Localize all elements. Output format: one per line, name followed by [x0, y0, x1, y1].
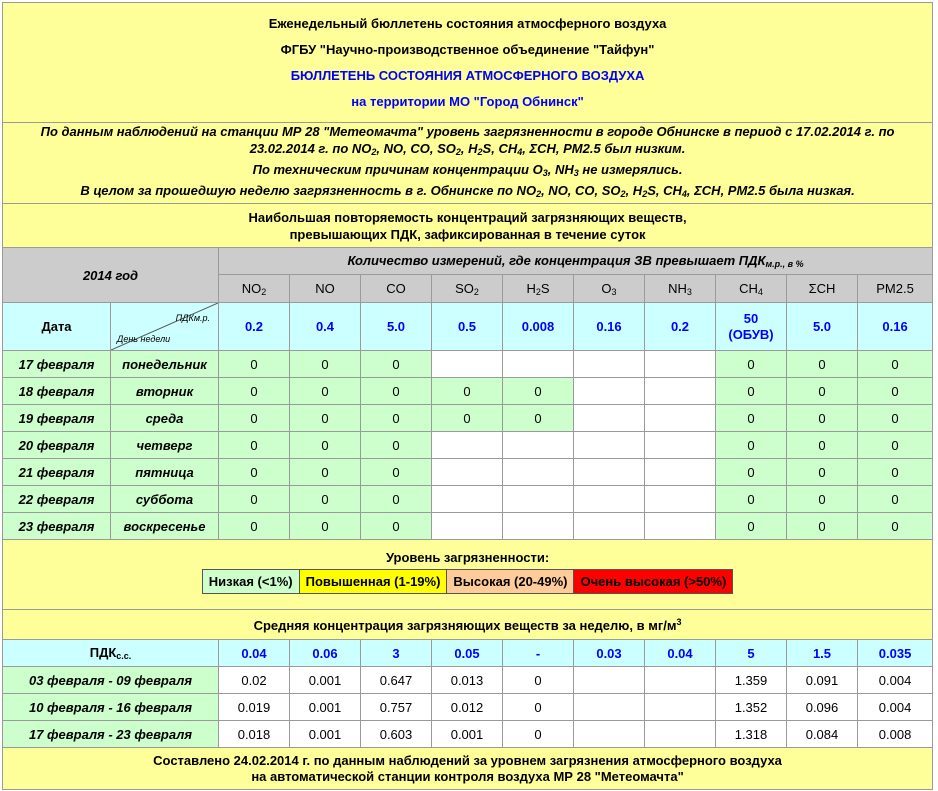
legend-low: Низкая (<1%): [202, 569, 299, 593]
weekly-value-cell: 0.008: [858, 721, 933, 748]
header-line-4: на территории МО "Город Обнинск": [351, 93, 584, 109]
pdk-mr-value: 0.5: [432, 303, 503, 351]
daily-value-cell: 0: [290, 351, 361, 378]
daily-value-cell: 0: [858, 378, 933, 405]
daily-value-cell: 0: [716, 459, 787, 486]
pdk-mr-value: 0.2: [645, 303, 716, 351]
legend-table: [202, 569, 734, 594]
daily-value-cell: 0: [787, 405, 858, 432]
bulletin-header: [3, 3, 933, 123]
daily-value-cell: 0: [361, 405, 432, 432]
legend-block: [3, 540, 933, 610]
weekly-value-cell: 0.018: [219, 721, 290, 748]
week-period: 17 февраля - 23 февраля: [3, 721, 219, 748]
weekly-value-cell: 0.757: [361, 694, 432, 721]
daily-value-cell: 0: [787, 513, 858, 540]
legend-very-high: Очень высокая (>50%): [574, 569, 733, 593]
table-row: [3, 694, 933, 721]
daily-value-cell: [432, 513, 503, 540]
row-date: 21 февраля: [3, 459, 111, 486]
section1-title-line-2: превышающих ПДК, зафиксированная в течение суток: [289, 226, 646, 242]
pdk-mr-value: 0.16: [858, 303, 933, 351]
daily-value-cell: 0: [361, 513, 432, 540]
daily-value-cell: 0: [219, 351, 290, 378]
table-row: [3, 486, 933, 513]
weekly-value-cell: 0.004: [858, 694, 933, 721]
daily-value-cell: 0: [503, 378, 574, 405]
daily-value-cell: 0: [219, 432, 290, 459]
daily-value-cell: 0: [716, 432, 787, 459]
row-date: 18 февраля: [3, 378, 111, 405]
weekly-value-cell: 0.02: [219, 667, 290, 694]
daily-value-cell: 0: [290, 405, 361, 432]
pdk-ss-value: -: [503, 640, 574, 667]
pdk-ss-value: 0.04: [219, 640, 290, 667]
diag-bottom-label: День недели: [117, 334, 171, 344]
weekly-value-cell: 1.318: [716, 721, 787, 748]
pdk-ss-value: 3: [361, 640, 432, 667]
weekly-value-cell: 0.084: [787, 721, 858, 748]
daily-value-cell: 0: [361, 486, 432, 513]
table-row: [3, 667, 933, 694]
daily-value-cell: 0: [787, 432, 858, 459]
daily-value-cell: 0: [361, 378, 432, 405]
footer-line-1: Составлено 24.02.2014 г. по данным наблюдений за уровнем загрязнения атмосферного воздуха: [153, 752, 782, 768]
weekly-value-cell: [574, 721, 645, 748]
daily-value-cell: 0: [716, 486, 787, 513]
weekly-value-cell: 0.001: [290, 694, 361, 721]
pollutant-header: $H_2S$: [503, 275, 574, 303]
daily-value-cell: 0: [290, 486, 361, 513]
pdk-mr-value: 0.16: [574, 303, 645, 351]
daily-value-cell: [574, 486, 645, 513]
pdk-mr-value: 5.0: [787, 303, 858, 351]
daily-value-cell: 0: [858, 459, 933, 486]
count-header: Количество измерений, где концентрация ЗВ превышает $ПДК_{м.р., в \%}$: [219, 248, 933, 275]
daily-value-cell: 0: [219, 513, 290, 540]
daily-value-cell: 0: [361, 432, 432, 459]
daily-value-cell: 0: [503, 405, 574, 432]
row-date: 20 февраля: [3, 432, 111, 459]
daily-value-cell: [574, 432, 645, 459]
year-label: 2014 год: [3, 248, 219, 303]
daily-value-cell: 0: [716, 405, 787, 432]
row-date: 17 февраля: [3, 351, 111, 378]
daily-value-cell: 0: [290, 378, 361, 405]
pdk-ss-value: 1.5: [787, 640, 858, 667]
daily-value-cell: 0: [716, 378, 787, 405]
row-weekday: воскресенье: [111, 513, 219, 540]
pdk-mr-value: 50 (ОБУВ): [716, 303, 787, 351]
weekly-value-cell: 0: [503, 667, 574, 694]
daily-value-cell: 0: [858, 486, 933, 513]
row-weekday: вторник: [111, 378, 219, 405]
summary-line-1: По данным наблюдений на станции МР 28 "Метеомачта" уровень загрязненности в городе Обнинске в период с 17.02.2014 г. по: [40, 124, 895, 139]
daily-value-cell: [432, 432, 503, 459]
week-period: 03 февраля - 09 февраля: [3, 667, 219, 694]
pdk-ss-label: $ПДК_{с.с.}$: [3, 640, 219, 667]
week-period: 10 февраля - 16 февраля: [3, 694, 219, 721]
daily-value-cell: 0: [858, 432, 933, 459]
table-row: [3, 405, 933, 432]
daily-value-cell: [645, 513, 716, 540]
table-row: [3, 432, 933, 459]
daily-value-cell: 0: [219, 405, 290, 432]
daily-rows: [3, 351, 933, 540]
weekly-value-cell: 1.352: [716, 694, 787, 721]
table-row: [3, 513, 933, 540]
table-row: [3, 459, 933, 486]
pollutant-header: $O_3$: [574, 275, 645, 303]
daily-value-cell: 0: [290, 513, 361, 540]
row-weekday: понедельник: [111, 351, 219, 378]
daily-value-cell: [645, 459, 716, 486]
weekly-value-cell: [645, 667, 716, 694]
weekly-value-cell: 0.091: [787, 667, 858, 694]
daily-value-cell: 0: [361, 459, 432, 486]
daily-value-cell: [645, 378, 716, 405]
daily-value-cell: 0: [787, 486, 858, 513]
daily-value-cell: [432, 459, 503, 486]
summary-line-3: По техническим причинам концентрации $O_3$, $NH_3$ не измерялись.: [252, 162, 683, 178]
weekly-value-cell: [645, 694, 716, 721]
table-row: [3, 378, 933, 405]
pollutant-header: ΣCH: [787, 275, 858, 303]
pdk-ss-value: 0.06: [290, 640, 361, 667]
daily-value-cell: [645, 432, 716, 459]
daily-value-cell: [645, 351, 716, 378]
summary-block: [3, 123, 933, 204]
header-line-1: Еженедельный бюллетень состояния атмосферного воздуха: [268, 15, 667, 31]
daily-value-cell: [574, 405, 645, 432]
daily-value-cell: 0: [290, 432, 361, 459]
daily-value-cell: [432, 486, 503, 513]
date-label: Дата: [3, 303, 111, 351]
legend-title: Уровень загрязненности:: [385, 549, 550, 565]
daily-value-cell: 0: [858, 513, 933, 540]
daily-value-cell: 0: [219, 486, 290, 513]
daily-value-cell: [432, 351, 503, 378]
daily-value-cell: 0: [716, 513, 787, 540]
daily-value-cell: [574, 378, 645, 405]
daily-value-cell: [503, 432, 574, 459]
pollutant-header: $CH_4$: [716, 275, 787, 303]
daily-value-cell: [503, 459, 574, 486]
summary-line-4: В целом за прошедшую неделю загрязненность в г. Обнинске по $NO_2$, NO, CO, $SO_2$, $H_2S$, $CH_4$, ΣCH, PM2.5 была низкая.: [80, 183, 855, 199]
date-diagonal-cell: [111, 303, 219, 351]
daily-value-cell: 0: [787, 351, 858, 378]
weekly-value-cell: 0: [503, 721, 574, 748]
pdk-ss-value: 0.05: [432, 640, 503, 667]
pdk-mr-value: 0.008: [503, 303, 574, 351]
row-weekday: пятница: [111, 459, 219, 486]
header-line-2: ФГБУ "Научно-производственное объединение "Тайфун": [280, 41, 655, 57]
section1-title: [3, 204, 933, 248]
pdk-ss-row: [3, 640, 933, 667]
daily-value-cell: [645, 486, 716, 513]
daily-value-cell: 0: [858, 405, 933, 432]
pollutant-header: NO: [290, 275, 361, 303]
pollutant-header: CO: [361, 275, 432, 303]
weekly-value-cell: 1.359: [716, 667, 787, 694]
bulletin-table: [2, 2, 933, 790]
daily-value-cell: [574, 513, 645, 540]
row-weekday: четверг: [111, 432, 219, 459]
daily-value-cell: [503, 486, 574, 513]
row-weekday: суббота: [111, 486, 219, 513]
weekly-value-cell: 0: [503, 694, 574, 721]
weekly-rows: [3, 667, 933, 748]
daily-value-cell: [574, 351, 645, 378]
pollutant-header: $NO_2$: [219, 275, 290, 303]
daily-value-cell: 0: [432, 378, 503, 405]
daily-value-cell: [645, 405, 716, 432]
daily-value-cell: 0: [219, 459, 290, 486]
daily-value-cell: 0: [787, 459, 858, 486]
weekly-value-cell: 0.012: [432, 694, 503, 721]
weekly-value-cell: 0.019: [219, 694, 290, 721]
weekly-value-cell: [645, 721, 716, 748]
header-line-3: БЮЛЛЕТЕНЬ СОСТОЯНИЯ АТМОСФЕРНОГО ВОЗДУХА: [290, 67, 645, 83]
legend-high: Высокая (20-49%): [447, 569, 574, 593]
weekly-value-cell: 0.603: [361, 721, 432, 748]
weekly-value-cell: [574, 667, 645, 694]
weekly-value-cell: 0.647: [361, 667, 432, 694]
summary-line-2: 23.02.2014 г. по $NO_2$, NO, CO, $SO_2$, $H_2S$, $CH_4$, ΣCH, PM2.5 был низким.: [249, 141, 686, 157]
pdk-mr-value: 5.0: [361, 303, 432, 351]
pdk-ss-value: 0.035: [858, 640, 933, 667]
weekly-value-cell: 0.096: [787, 694, 858, 721]
row-date: 19 февраля: [3, 405, 111, 432]
pollutant-header: $NH_3$: [645, 275, 716, 303]
footer-block: [3, 748, 933, 790]
pdk-mr-row: [3, 303, 933, 351]
weekly-value-cell: 0.001: [432, 721, 503, 748]
pdk-ss-value: 0.03: [574, 640, 645, 667]
row-date: 23 февраля: [3, 513, 111, 540]
table-row: [3, 351, 933, 378]
weekly-value-cell: 0.001: [290, 667, 361, 694]
daily-value-cell: [503, 351, 574, 378]
daily-value-cell: [574, 459, 645, 486]
daily-value-cell: 0: [858, 351, 933, 378]
weekly-value-cell: [574, 694, 645, 721]
row-date: 22 февраля: [3, 486, 111, 513]
pollutant-header: PM2.5: [858, 275, 933, 303]
section2-title: Средняя концентрация загрязняющих веществ за неделю, в $мг/м^3$: [3, 610, 933, 640]
pdk-mr-value: 0.2: [219, 303, 290, 351]
section1-title-line-1: Наибольшая повторяемость концентраций загрязняющих веществ,: [248, 209, 687, 225]
pdk-ss-value: 0.04: [645, 640, 716, 667]
footer-line-2: на автоматической станции контроля воздуха МР 28 "Метеомачта": [251, 768, 684, 784]
weekly-value-cell: 0.001: [290, 721, 361, 748]
legend-elevated: Повышенная (1-19%): [299, 569, 447, 593]
diag-top-label: ПДКм.р.: [175, 313, 210, 323]
daily-value-cell: [503, 513, 574, 540]
daily-value-cell: 0: [290, 459, 361, 486]
daily-value-cell: 0: [219, 378, 290, 405]
pdk-mr-value: 0.4: [290, 303, 361, 351]
pollutant-header: $SO_2$: [432, 275, 503, 303]
daily-value-cell: 0: [787, 378, 858, 405]
pdk-ss-value: 5: [716, 640, 787, 667]
row-weekday: среда: [111, 405, 219, 432]
daily-value-cell: 0: [432, 405, 503, 432]
daily-value-cell: 0: [361, 351, 432, 378]
table-row: [3, 721, 933, 748]
weekly-value-cell: 0.004: [858, 667, 933, 694]
daily-value-cell: 0: [716, 351, 787, 378]
weekly-value-cell: 0.013: [432, 667, 503, 694]
